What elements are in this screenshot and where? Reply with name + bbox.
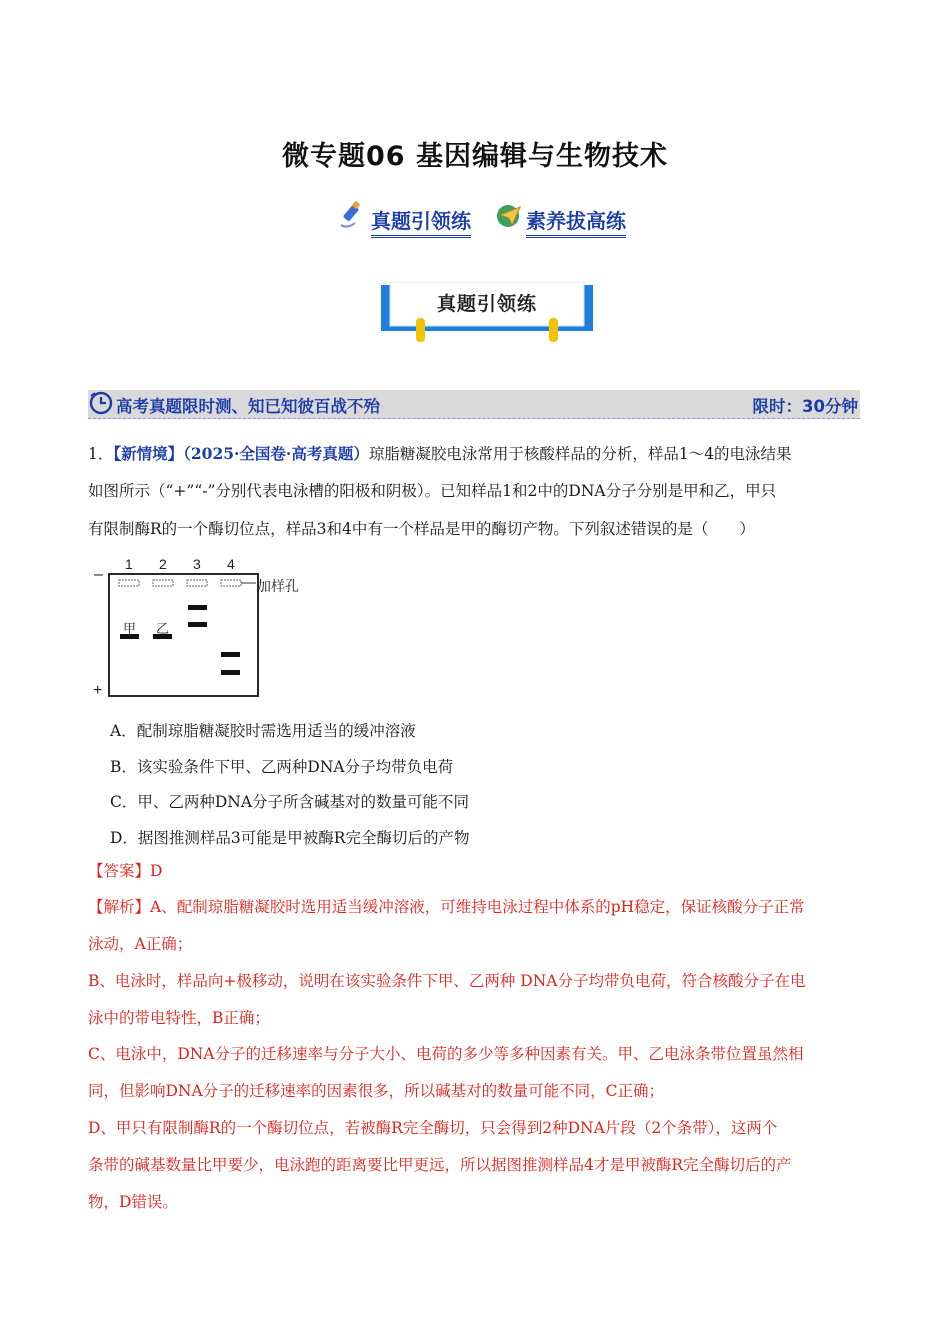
analysis-line-8: 条带的碱基数量比甲要少，电泳跑的距离要比甲更远，所以据图推测样品4才是甲被酶R完全酶切后的产 (88, 1156, 792, 1174)
analysis-line-5: C、电泳中，DNA分子的迁移速率与分子大小、电荷的多少等多种因素有关。甲、乙电泳条带位置虽然相 (88, 1045, 804, 1063)
nav-link-zhenti[interactable]: 真题引领练 (371, 208, 471, 238)
question-text: 琼脂糖凝胶电泳常用于核酸样品的分析，样品1～4的电泳结果 (368, 445, 792, 463)
section-banner (380, 282, 594, 344)
question-number: 1． (88, 445, 114, 463)
band-label-yi: 乙 (156, 621, 170, 636)
analysis-line-6: 同，但影响DNA分子的迁移速率的因素很多，所以碱基对的数量可能不同，C正确； (88, 1082, 665, 1100)
well-label: 加样孔 (257, 578, 299, 594)
paper-plane-icon (494, 201, 524, 231)
band-label-jia: 甲 (123, 621, 137, 636)
band-lane-4-lower (221, 670, 240, 675)
tag-new-situation: 【新情境】 (113, 444, 184, 463)
question-line-1 (88, 444, 792, 464)
option-c: C．甲、乙两种DNA分子所含碱基对的数量可能不同 (110, 793, 470, 811)
analysis-text-1: A、配制琼脂糖凝胶时选用适当缓冲溶液，可维持电泳过程中体系的pH稳定，保证核酸分子正常 (150, 898, 805, 916)
question-line-2: 如图所示（“+”“-”分别代表电泳槽的阳极和阴极）。已知样品1和2中的DNA分子分别是甲和乙，甲只 (88, 482, 777, 500)
answer: 【答案】D (88, 862, 163, 880)
analysis-line-9: 物，D错误。 (88, 1193, 178, 1211)
cathode-sign: – (94, 566, 103, 583)
nav-link-suyang[interactable]: 素养拔高练 (526, 208, 626, 238)
analysis-line-2: 泳动，A正确； (88, 935, 193, 953)
anode-sign: + (93, 682, 103, 699)
analysis-line-7: D、甲只有限制酶R的一个酶切位点，若被酶R完全酶切，只会得到2种DNA片段（2个条带），这两个 (88, 1119, 778, 1137)
analysis-line-3: B、电泳时，样品向+极移动，说明在该实验条件下甲、乙两种 DNA分子均带负电荷，符合核酸分子在电 (88, 972, 806, 990)
lane-number-4: 4 (227, 556, 235, 572)
clock-icon (89, 391, 113, 415)
lane-number-1: 1 (125, 556, 133, 572)
band-lane-4-upper (221, 652, 240, 657)
option-a: A．配制琼脂糖凝胶时需选用适当的缓冲溶液 (110, 722, 416, 740)
option-d: D．据图推测样品3可能是甲被酶R完全酶切后的产物 (110, 829, 470, 847)
time-limit: 限时：30分钟 (752, 397, 858, 416)
banner-label: 真题引领练 (436, 293, 537, 315)
analysis-line-4: 泳中的带电特性，B正确； (88, 1009, 270, 1027)
lane-number-2: 2 (159, 556, 167, 572)
question-source: （2025·全国卷·高考真题） (183, 444, 369, 463)
analysis-label: 【解析】 (88, 898, 151, 916)
pencil-icon (337, 201, 369, 231)
band-lane-3-upper (188, 605, 207, 610)
page-title: 微专题06 基因编辑与生物技术 (282, 141, 668, 172)
option-b: B．该实验条件下甲、乙两种DNA分子均带负电荷 (110, 758, 454, 776)
analysis-line-1 (88, 898, 805, 917)
gel-electrophoresis-figure (88, 552, 318, 702)
question-line-3: 有限制酶R的一个酶切位点，样品3和4中有一个样品是甲的酶切产物。下列叙述错误的是（ ） (88, 520, 755, 538)
lane-number-3: 3 (193, 556, 201, 572)
section-title: 高考真题限时测、知已知彼百战不殆 (116, 397, 380, 416)
band-lane-3-lower (188, 622, 207, 627)
